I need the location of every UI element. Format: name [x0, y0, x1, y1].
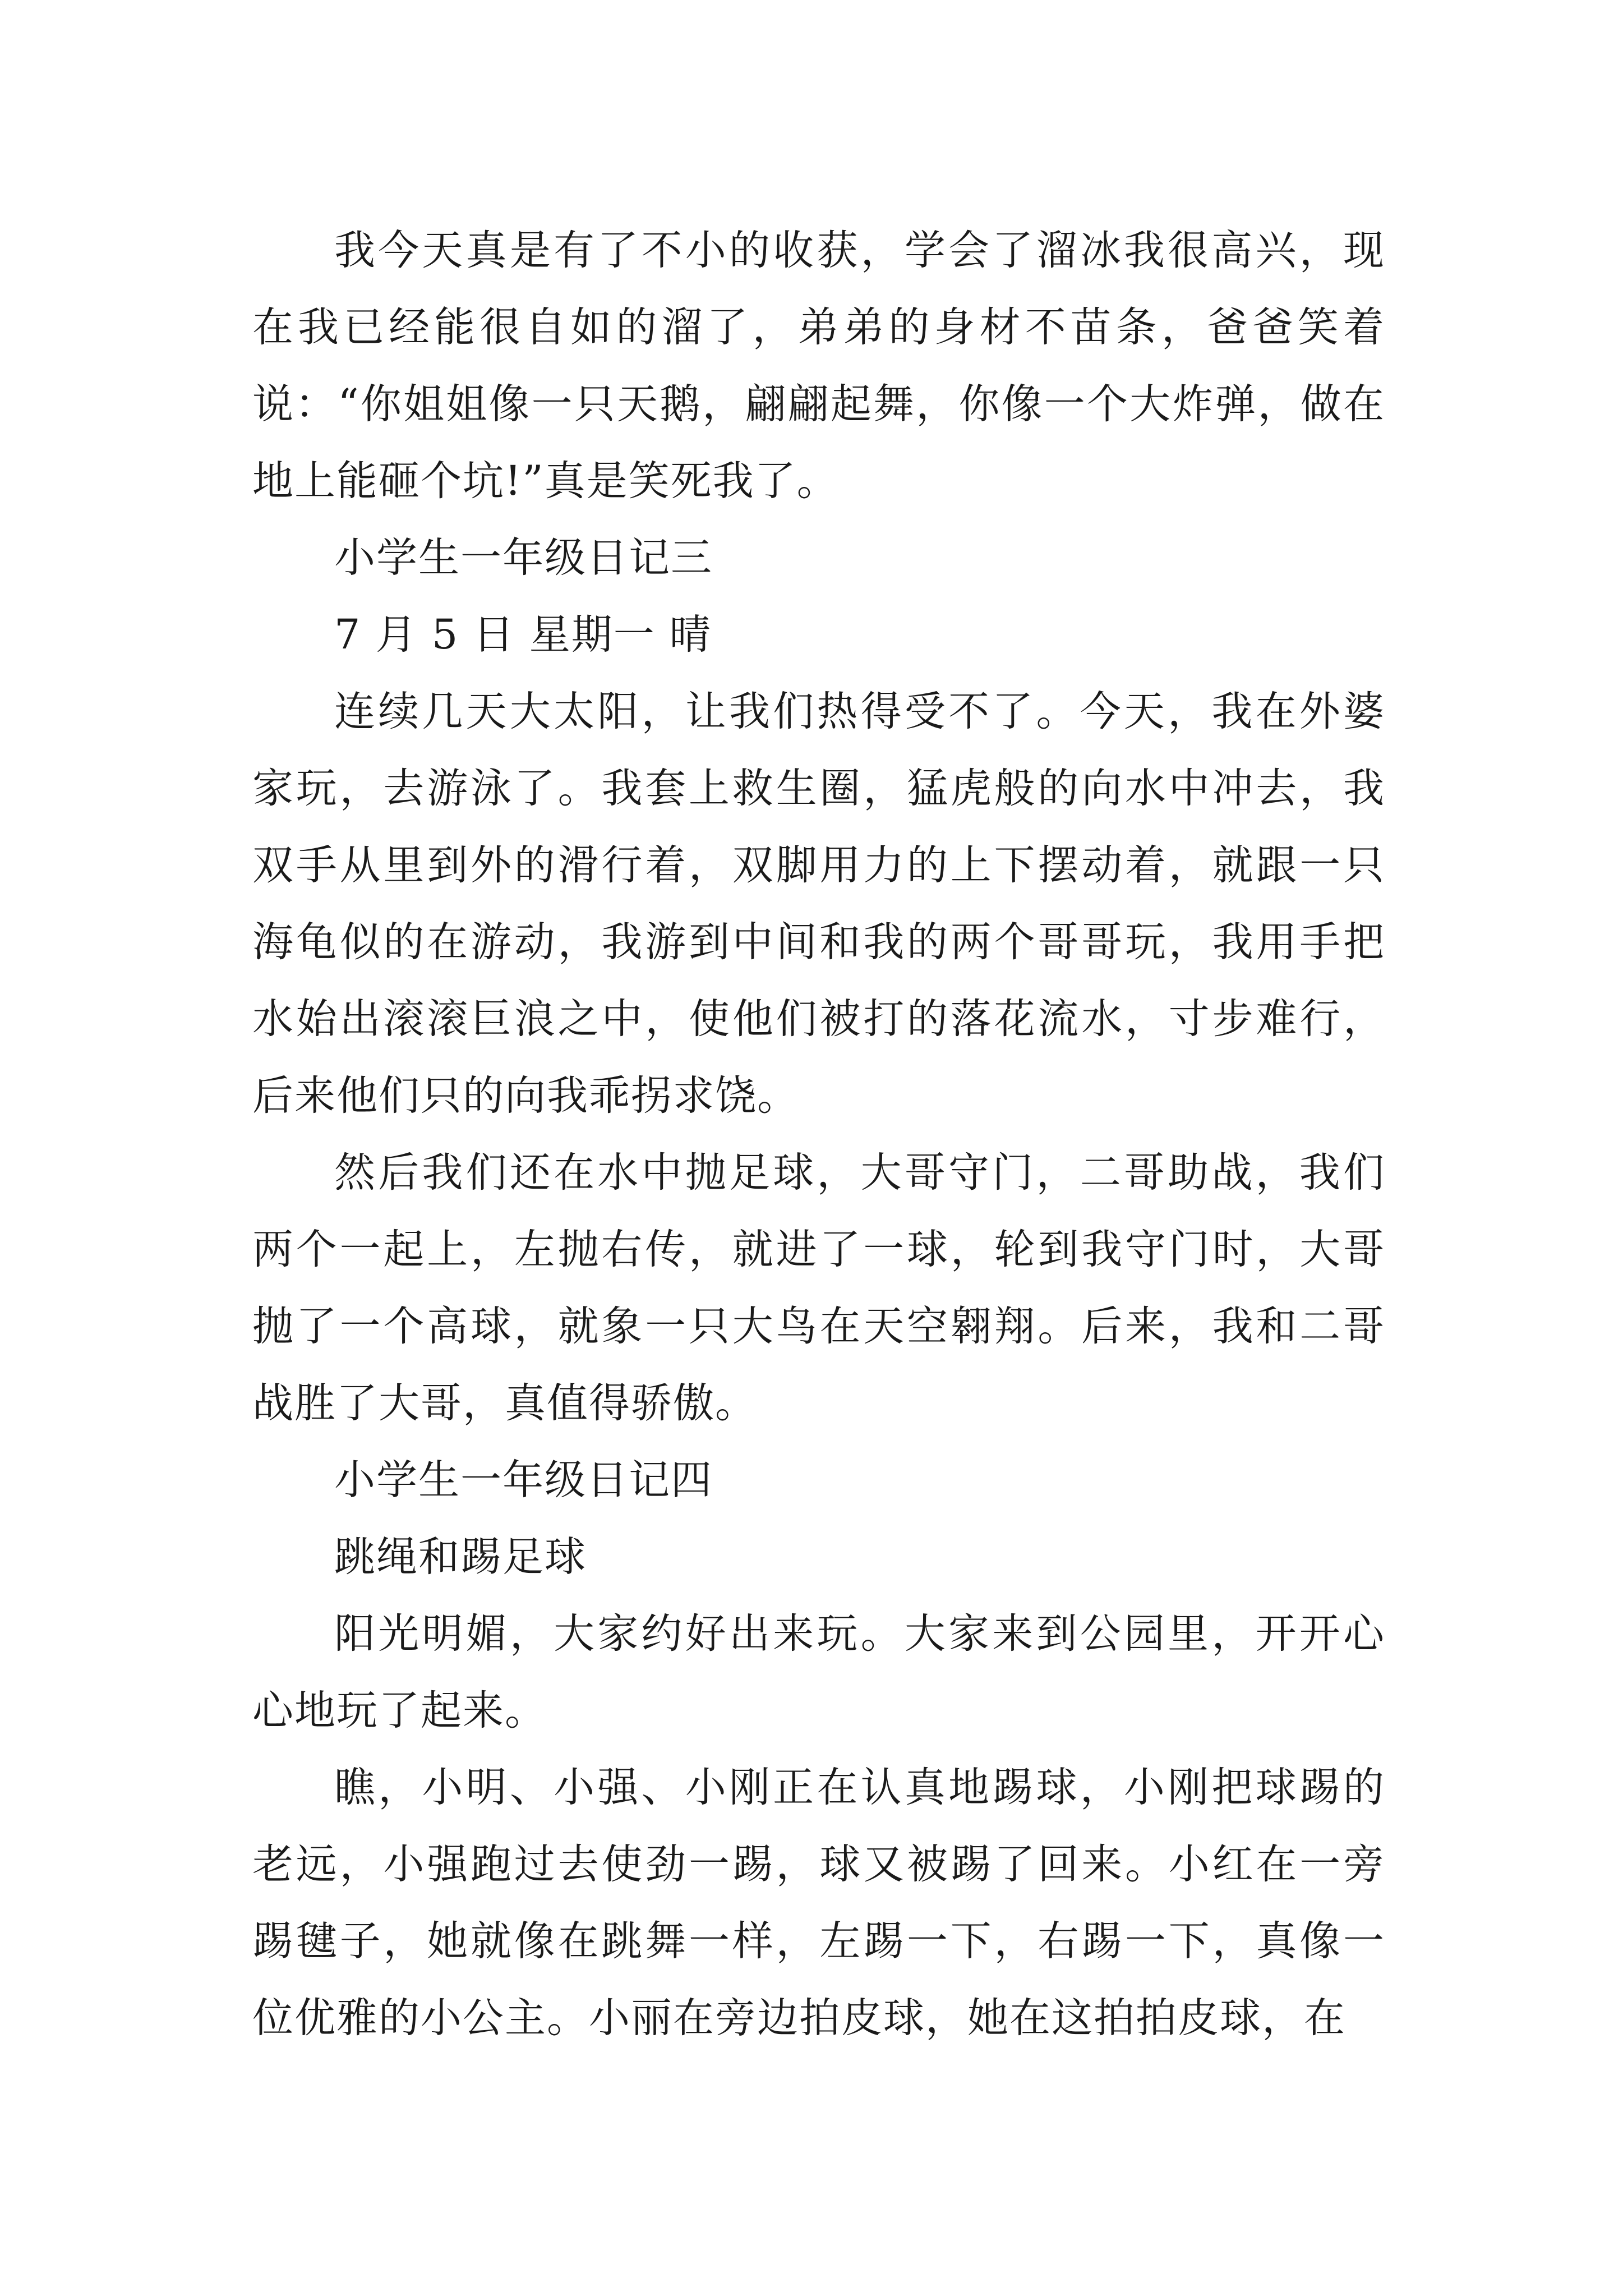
diary-subtitle: 跳绳和踢足球 — [334, 1533, 587, 1581]
paragraph-park-intro: 阳光明媚，大家约好出来玩。大家来到公园里，开开心心地玩了起来。 — [252, 1610, 1385, 1734]
diary-date-line: 7 月 5 日 星期一 晴 — [334, 611, 712, 659]
diary-title-four: 小学生一年级日记四 — [334, 1456, 713, 1504]
paragraph-park-activities: 瞧，小明、小强、小刚正在认真地踢球，小刚把球踢的老远，小强跑过去使劲一踢，球又被踢了回来。小红在一旁踢毽子，她就像在跳舞一样，左踢一下，右踢一下，真像一位优雅的小公主。小丽在旁边拍皮球，她在这拍拍皮球，在 — [252, 1764, 1385, 2042]
paragraph-swimming: 连续几天大太阳，让我们热得受不了。今天，我在外婆家玩，去游泳了。我套上救生圈，猛虎般的向水中冲去，我双手从里到外的滑行着，双脚用力的上下摆动着，就跟一只海龟似的在游动，我游到中间和我的两个哥哥玩，我用手把水始出滚滚巨浪之中，使他们被打的落花流水，寸步难行，后来他们只的向我乖拐求饶。 — [252, 688, 1385, 1120]
paragraph-skating-conclusion: 我今天真是有了不小的收获，学会了溜冰我很高兴，现在我已经能很自如的溜了，弟弟的身材不苗条，爸爸笑着说：“你姐姐像一只天鹅，翩翩起舞，你像一个大炸弹，做在地上能砸个坑!”真是笑死我了。 — [252, 227, 1385, 505]
document-body — [252, 212, 1385, 2056]
paragraph-water-football: 然后我们还在水中抛足球，大哥守门，二哥助战，我们两个一起上，左抛右传，就进了一球，轮到我守门时，大哥抛了一个高球，就象一只大鸟在天空翱翔。后来，我和二哥战胜了大哥，真值得骄傲。 — [252, 1149, 1385, 1427]
diary-title-three: 小学生一年级日记三 — [334, 534, 713, 582]
